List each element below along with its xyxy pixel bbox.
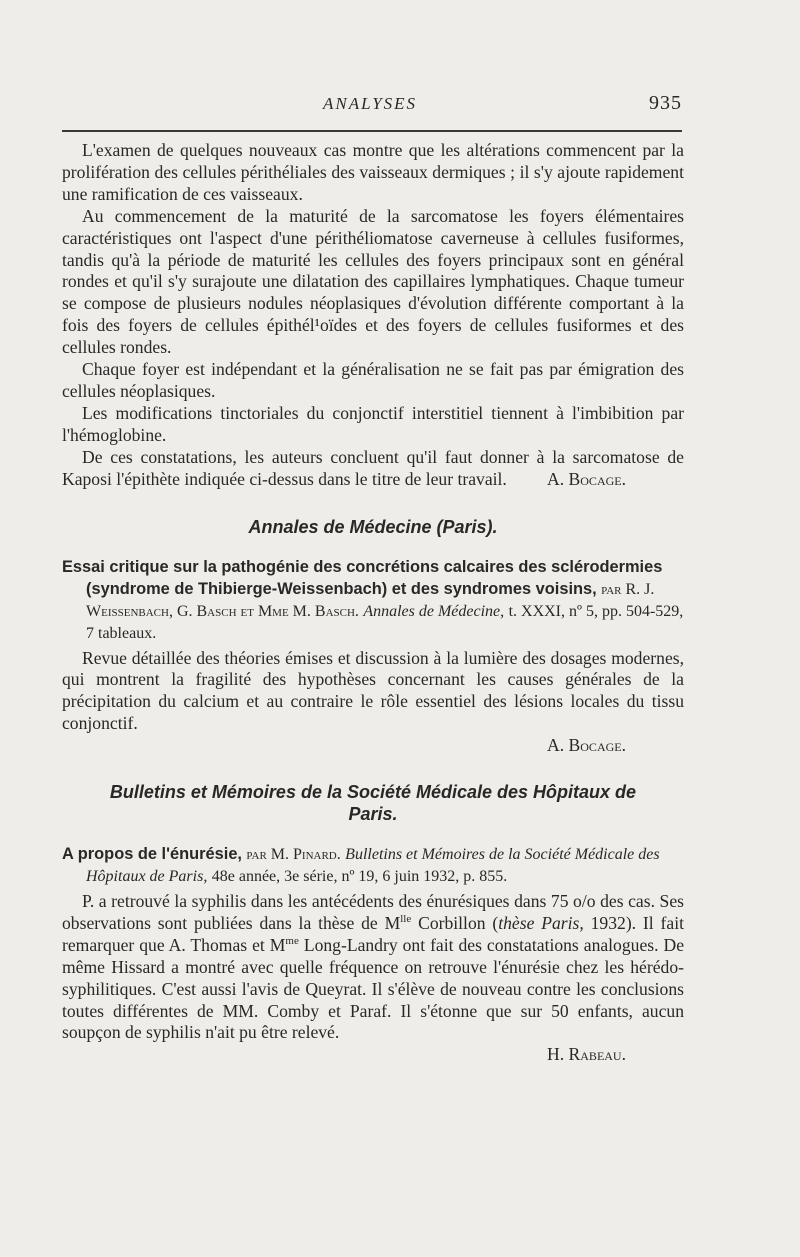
article-authors: par M. Pinard. [246, 846, 341, 864]
text-segment: Corbillon ( [411, 912, 499, 933]
running-title: ANALYSES [322, 94, 418, 113]
paragraph: Chaque foyer est indépendant et la généralisation ne se fait pas par émigration des cellules néoplasiques. [62, 359, 684, 401]
article-citation: t. XXXI, nº 5, pp. 504-529, 7 tableaux. [86, 602, 684, 642]
superscript: lle [400, 913, 412, 926]
article-title: A propos de l'énurésie, [62, 845, 242, 864]
article-reference [62, 843, 684, 887]
paragraph: Au commencement de la maturité de la sarcomatose les foyers élémentaires caractéristiques ont l'aspect d'une périthéliomatose caverneuse à cellules fusiformes, tandis qu'à la période de maturité les cellules des foyers principaux sont en général rondes et qu'il s'y surajoute une dilatation des capillaires lymphatiques. Chaque tumeur se compose de plusieurs nodules néoplasiques d'évolution différente comportant à la fois des foyers de cellules épithél¹oïdes et des foyers de cellules fusiformes et des cellules rondes. [62, 205, 684, 358]
text-segment: thèse Paris, [498, 912, 584, 933]
article-reference [62, 556, 684, 644]
superscript: me [285, 934, 299, 947]
page-header [60, 92, 680, 118]
abstract-text: Revue détaillée des théories émises et discussion à la lumière des dosages modernes, qui montrent la fragilité des hypothèses concernant les causes générales de la précipitation du calcium et au contraire le rôle essentiel des lésions locales du tissu conjonctif. [62, 647, 684, 734]
paragraph: Les modifications tinctoriales du conjonctif interstitiel tiennent à l'imbibition par l'hémoglobine. [62, 402, 684, 445]
text-segment: 1932). Il fait remarquer que A. Thomas et M [62, 912, 684, 955]
page-body [62, 140, 684, 1066]
article-citation: 48e année, 3e série, nº 19, 6 juin 1932, p. 855. [211, 868, 508, 886]
signature: A. Bocage. [547, 735, 626, 756]
article-journal: Bulletins et Mémoires de la Société Médicale des Hôpitaux de Paris, [86, 846, 660, 886]
text-segment: Long-Landry ont fait des constatations analogues. De même Hissard a montré avec quelle fréquence on retrouve l'énurésie chez les hérédo-syphilitiques. C'est aussi l'avis de Queyrat. Il s'élève de nouveau contre les conclusions toutes différentes de MM. Comby et Paraf. Il s'étonne que sur 50 enfants, aucun soupçon de syphilis n'ait pu être relevé. [62, 934, 684, 1043]
signature: H. Rabeau. [547, 1044, 626, 1065]
signature: A. Bocage. [547, 468, 626, 489]
page-number: 935 [649, 92, 682, 114]
journal-heading: Annales de Médecine (Paris). [248, 516, 498, 537]
paragraph-with-signature [62, 447, 684, 491]
paragraph-text: De ces constatations, les auteurs concluent qu'il faut donner à la sarcomatose de Kaposi l'épithète indiquée ci-dessus dans le titre de leur travail. [62, 446, 684, 489]
paragraph: L'examen de quelques nouveaux cas montre que les altérations commencent par la prolifération des cellules périthéliales des vaisseaux dermiques ; il s'y ajoute rapidement une ramification de ces vaisseaux. [62, 140, 684, 204]
header-rule [62, 130, 682, 132]
journal-heading: Bulletins et Mémoires de la Société Médicale des Hôpitaux de Paris. [109, 782, 637, 825]
article-title: Essai critique sur la pathogénie des concrétions calcaires des sclérodermies (syndrome de Thibierge-Weissenbach) et des syndromes voisins, [62, 557, 663, 598]
article-authors: par R. J. Weissenbach, G. Basch et Mme M. Basch. [86, 580, 655, 620]
abstract-text [62, 891, 684, 1044]
text-segment: P. a retrouvé la syphilis dans les antécédents des énurésiques dans 75 o/o des cas. Ses observations sont publiées dans la thèse de M [62, 891, 684, 933]
article-journal: Annales de Médecine, [363, 602, 505, 620]
